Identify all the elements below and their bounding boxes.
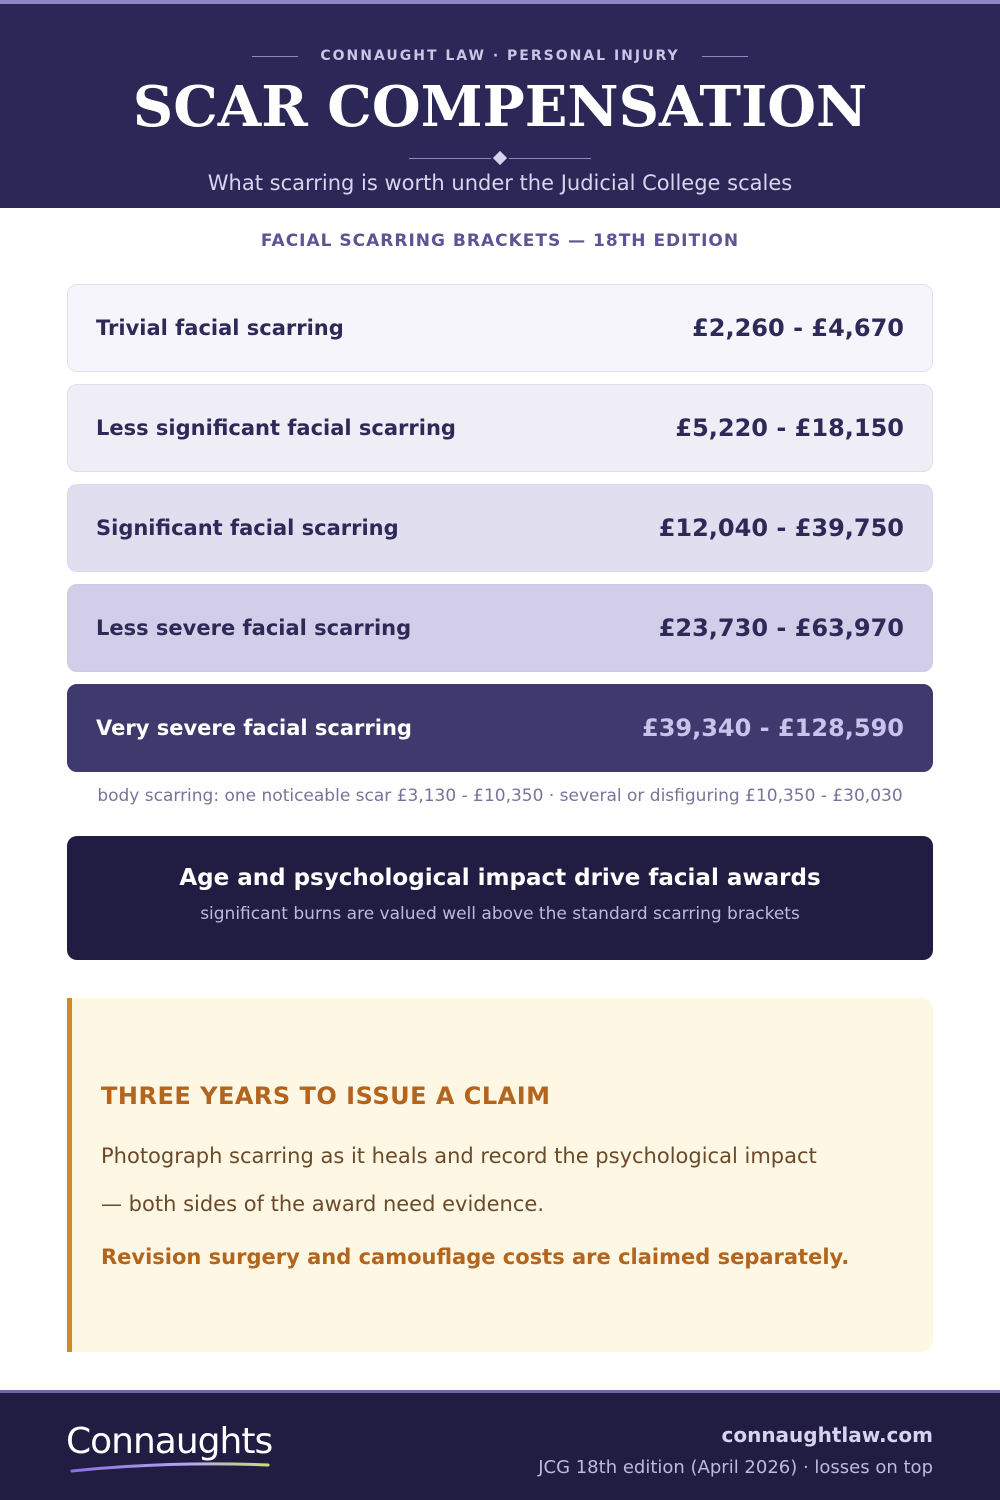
bracket-label: Less severe facial scarring xyxy=(96,616,412,640)
bracket-label: Very severe facial scarring xyxy=(96,716,412,740)
page-subtitle: What scarring is worth under the Judicial College scales xyxy=(207,171,793,195)
edition-note: JCG 18th edition (April 2026) · losses on top xyxy=(538,1457,933,1478)
bracket-label: Significant facial scarring xyxy=(96,516,399,540)
diamond-icon xyxy=(493,151,507,165)
title-divider xyxy=(0,153,1000,163)
bracket-value: £39,340 - £128,590 xyxy=(642,714,904,742)
divider-rule-right xyxy=(509,158,591,159)
header-banner xyxy=(0,0,1000,208)
eyebrow-rule-left xyxy=(252,56,298,57)
body-scarring-note: body scarring: one noticeable scar £3,130 - £10,350 · several or disfiguring £10,350 - £30,030 xyxy=(97,786,903,806)
callout-subtitle: significant burns are valued well above the standard scarring brackets xyxy=(200,904,800,924)
section-title: FACIAL SCARRING BRACKETS — 18TH EDITION xyxy=(260,231,740,251)
bracket-row-significant xyxy=(67,484,933,572)
eyebrow-row xyxy=(0,48,1000,64)
eyebrow-text: CONNAUGHT LAW · PERSONAL INJURY xyxy=(320,48,680,64)
bracket-row-less-severe xyxy=(67,584,933,672)
eyebrow-rule-right xyxy=(702,56,748,57)
callout-title: Age and psychological impact drive facial awards xyxy=(179,865,821,891)
divider-rule-left xyxy=(409,158,491,159)
page-title: SCAR COMPENSATION xyxy=(132,74,868,140)
bracket-row-very-severe xyxy=(67,684,933,772)
bracket-row-trivial xyxy=(67,284,933,372)
claim-deadline-box xyxy=(67,998,933,1352)
bracket-value: £5,220 - £18,150 xyxy=(675,414,904,442)
deadline-body: Photograph scarring as it heals and record the psychological impact — both sides of the award need evidence. xyxy=(101,1144,817,1216)
key-factors-callout xyxy=(67,836,933,960)
bracket-label: Trivial facial scarring xyxy=(96,316,344,340)
bracket-value: £12,040 - £39,750 xyxy=(658,514,904,542)
website-link[interactable]: connaughtlaw.com xyxy=(721,1423,933,1447)
bracket-row-less-significant xyxy=(67,384,933,472)
deadline-emphasis: Revision surgery and camouflage costs are claimed separately. xyxy=(101,1245,850,1269)
deadline-title: THREE YEARS TO ISSUE A CLAIM xyxy=(101,1082,551,1110)
bracket-value: £2,260 - £4,670 xyxy=(692,314,904,342)
footer xyxy=(0,1390,1000,1500)
bracket-label: Less significant facial scarring xyxy=(96,416,456,440)
logo-swoosh-icon xyxy=(70,1459,270,1475)
brand-logo: Connaughts xyxy=(66,1421,273,1462)
bracket-value: £23,730 - £63,970 xyxy=(658,614,904,642)
